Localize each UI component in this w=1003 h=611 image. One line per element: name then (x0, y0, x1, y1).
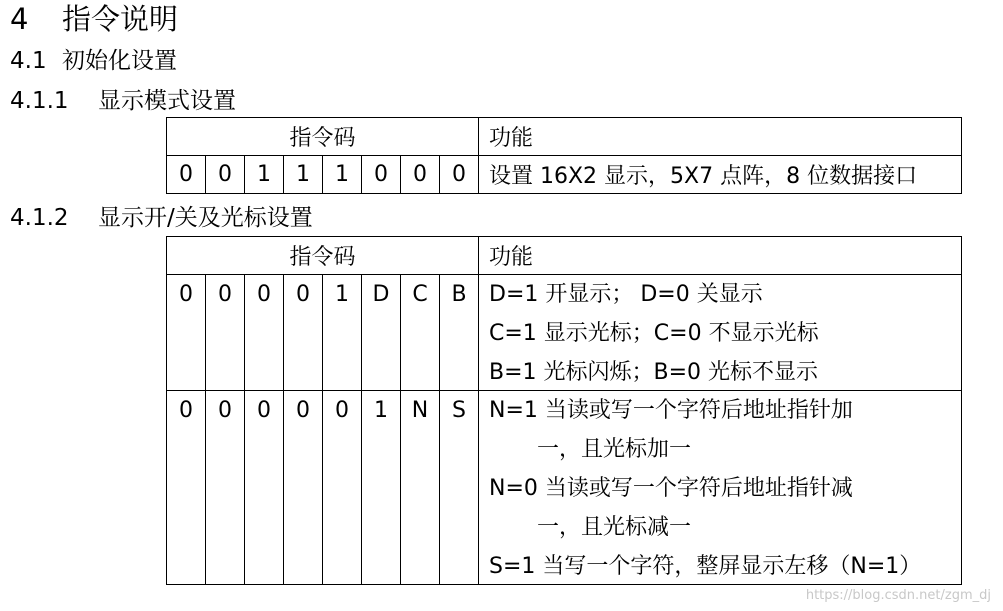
header-instruction-code: 指令码 (167, 118, 479, 156)
function-line: C=1 显示光标；C=0 不显示光标 (489, 321, 819, 346)
bit-cell: 0 (206, 275, 245, 391)
display-cursor-table (166, 236, 962, 585)
bit-cell: 0 (284, 391, 323, 585)
bit-cell: 1 (323, 156, 362, 194)
bit-cell: 1 (245, 156, 284, 194)
subsection-heading-4-1-2 (10, 203, 313, 233)
bit-cell: B (440, 275, 479, 391)
subsection-heading-4-1-1 (10, 86, 236, 116)
bit-cell: S (440, 391, 479, 585)
bit-cell: 0 (167, 275, 206, 391)
function-line: D=1 开显示； D=0 关显示 (489, 282, 763, 307)
function-line: N=0 当读或写一个字符后地址指针减 (489, 476, 853, 501)
function-line: S=1 当写一个字符，整屏显示左移（N=1） (489, 554, 922, 579)
function-line: B=1 光标闪烁；B=0 光标不显示 (489, 360, 819, 385)
display-mode-table (166, 117, 962, 194)
bit-cell: 0 (401, 156, 440, 194)
bit-cell: 0 (323, 391, 362, 585)
subsection-title: 显示开/关及光标设置 (98, 205, 313, 231)
subsection-number: 4.1 (10, 48, 47, 74)
bit-cell: N (401, 391, 440, 585)
bit-cell: 0 (362, 156, 401, 194)
header-function: 功能 (479, 237, 962, 275)
subsection-title: 初始化设置 (62, 48, 177, 74)
table-header-row (167, 118, 962, 156)
section-heading-4 (10, 2, 178, 36)
header-instruction-code: 指令码 (167, 237, 479, 275)
bit-cell: 0 (440, 156, 479, 194)
table-row (167, 275, 962, 391)
section-title: 指令说明 (62, 2, 179, 36)
header-function: 功能 (479, 118, 962, 156)
table-row (167, 391, 962, 585)
bit-cell: 0 (284, 275, 323, 391)
bit-cell: 0 (245, 391, 284, 585)
table-row (167, 156, 962, 194)
bit-cell: 0 (167, 156, 206, 194)
function-cell (479, 391, 962, 585)
bit-cell: 0 (206, 156, 245, 194)
bit-cell: C (401, 275, 440, 391)
function-line: N=1 当读或写一个字符后地址指针加 (489, 398, 853, 423)
function-cell (479, 275, 962, 391)
bit-cell: 1 (284, 156, 323, 194)
bit-cell: 1 (323, 275, 362, 391)
bit-cell: D (362, 275, 401, 391)
function-cell: 设置 16X2 显示，5X7 点阵，8 位数据接口 (479, 156, 962, 194)
table-header-row (167, 237, 962, 275)
bit-cell: 1 (362, 391, 401, 585)
subsection-title: 显示模式设置 (98, 88, 236, 114)
bit-cell: 0 (245, 275, 284, 391)
function-line: 一，且光标加一 (537, 437, 692, 462)
subsection-heading-4-1 (10, 46, 177, 76)
subsection-number: 4.1.2 (10, 205, 69, 231)
section-number: 4 (10, 2, 29, 36)
subsection-number: 4.1.1 (10, 88, 69, 114)
watermark: https://blog.csdn.net/zgm_dj (805, 588, 991, 603)
bit-cell: 0 (167, 391, 206, 585)
function-line: 一，且光标减一 (537, 515, 692, 540)
bit-cell: 0 (206, 391, 245, 585)
